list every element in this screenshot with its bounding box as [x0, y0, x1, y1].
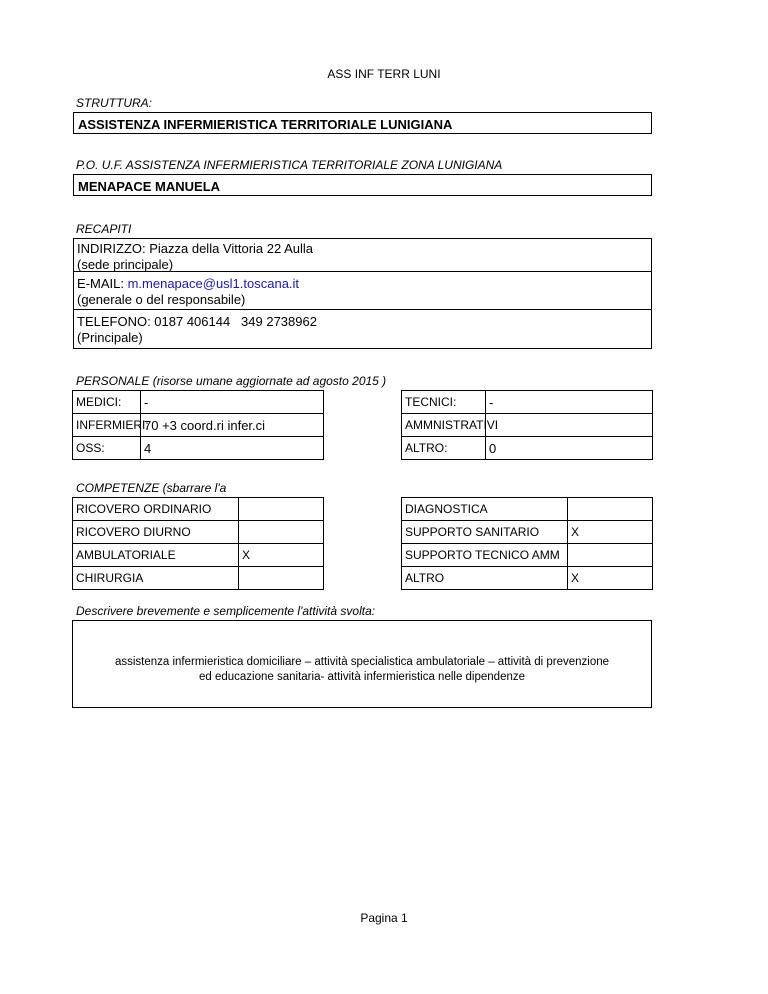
recapiti-label: RECAPITI [76, 222, 132, 236]
po-value: MENAPACE MANUELA [78, 179, 221, 194]
competenza-supporto-sanitario-mark: X [568, 521, 653, 544]
competenza-ricovero-diurno-mark [239, 521, 324, 544]
personale-altro-label: ALTRO: [402, 437, 486, 460]
competenza-ambulatoriale-mark: X [239, 544, 324, 567]
po-label: P.O. U.F. ASSISTENZA INFERMIERISTICA TERRITORIALE ZONA LUNIGIANA [76, 158, 503, 172]
personale-tecnici-value: - [486, 391, 653, 414]
po-value-box [73, 174, 652, 196]
descrizione-label: Descrivere brevemente e semplicemente l'attività svolta: [76, 604, 376, 618]
competenza-altro: ALTRO [402, 567, 568, 590]
personale-right-table [401, 390, 653, 460]
personale-left-table [72, 390, 324, 460]
competenza-ricovero-diurno: RICOVERO DIURNO [73, 521, 239, 544]
table-row [402, 391, 653, 414]
struttura-value: ASSISTENZA INFERMIERISTICA TERRITORIALE LUNIGIANA [78, 117, 453, 132]
table-row [402, 437, 653, 460]
personale-label: PERSONALE (risorse umane aggiornate ad agosto 2015 ) [76, 374, 387, 388]
competenza-supporto-sanitario: SUPPORTO SANITARIO [402, 521, 568, 544]
personale-amministrativi-label: AMMNISTRATIVI [402, 414, 486, 437]
personale-infermieri-value: 70 +3 coord.ri infer.ci [141, 414, 324, 437]
competenze-left-table [72, 497, 324, 590]
competenza-ricovero-ordinario-mark [239, 498, 324, 521]
struttura-label: STRUTTURA: [76, 96, 152, 110]
competenza-ricovero-ordinario: RICOVERO ORDINARIO [73, 498, 239, 521]
competenza-supporto-tecnico-amm-mark [568, 544, 653, 567]
table-row [73, 521, 324, 544]
competenza-supporto-tecnico-amm: SUPPORTO TECNICO AMM [402, 544, 568, 567]
email-note: (generale o del responsabile) [77, 292, 246, 307]
descrizione-line-2: ed educazione sanitaria- attività infermieristica nelle dipendenze [198, 671, 526, 683]
table-row [73, 391, 324, 414]
table-row [402, 567, 653, 590]
indirizzo-note: (sede principale) [77, 257, 174, 272]
competenze-right-table [401, 497, 653, 590]
personale-medici-label: MEDICI: [73, 391, 141, 414]
personale-tecnici-label: TECNICI: [402, 391, 486, 414]
table-row [73, 544, 324, 567]
email-prefix: E-MAIL: [77, 276, 124, 291]
table-row [402, 544, 653, 567]
table-row [73, 498, 324, 521]
struttura-value-box [73, 112, 652, 134]
indirizzo-row [74, 239, 651, 272]
personale-medici-value: - [141, 391, 324, 414]
email-link[interactable]: m.menapace@usl1.toscana.it [127, 276, 300, 291]
table-row [402, 414, 653, 437]
personale-oss-label: OSS: [73, 437, 141, 460]
page-header-title: ASS INF TERR LUNI [327, 67, 441, 81]
descrizione-text [73, 655, 651, 685]
email-row [74, 272, 651, 310]
competenza-diagnostica: DIAGNOSTICA [402, 498, 568, 521]
personale-amministrativi-value [486, 414, 653, 437]
table-row [402, 498, 653, 521]
telefono-note: (Principale) [77, 330, 143, 345]
personale-altro-value: 0 [486, 437, 653, 460]
competenza-chirurgia-mark [239, 567, 324, 590]
competenza-altro-mark: X [568, 567, 653, 590]
table-row [402, 521, 653, 544]
telefono-text: TELEFONO: 0187 406144 349 2738962 [77, 314, 317, 329]
competenza-diagnostica-mark [568, 498, 653, 521]
competenza-ambulatoriale: AMBULATORIALE [73, 544, 239, 567]
page-number: Pagina 1 [360, 911, 408, 925]
descrizione-line-1: assistenza infermieristica domiciliare – attività specialistica ambulatoriale – attività di prevenzione [114, 656, 610, 668]
indirizzo-text: INDIRIZZO: Piazza della Vittoria 22 Aulla [77, 241, 314, 256]
telefono-row [74, 310, 651, 346]
personale-infermieri-label: INFERMIERI: [73, 414, 141, 437]
table-row [73, 567, 324, 590]
recapiti-box [73, 238, 652, 349]
table-row [73, 437, 324, 460]
competenza-chirurgia: CHIRURGIA [73, 567, 239, 590]
descrizione-box [72, 620, 652, 708]
competenze-label: COMPETENZE (sbarrare l'a [76, 481, 227, 495]
table-row [73, 414, 324, 437]
personale-oss-value: 4 [141, 437, 324, 460]
